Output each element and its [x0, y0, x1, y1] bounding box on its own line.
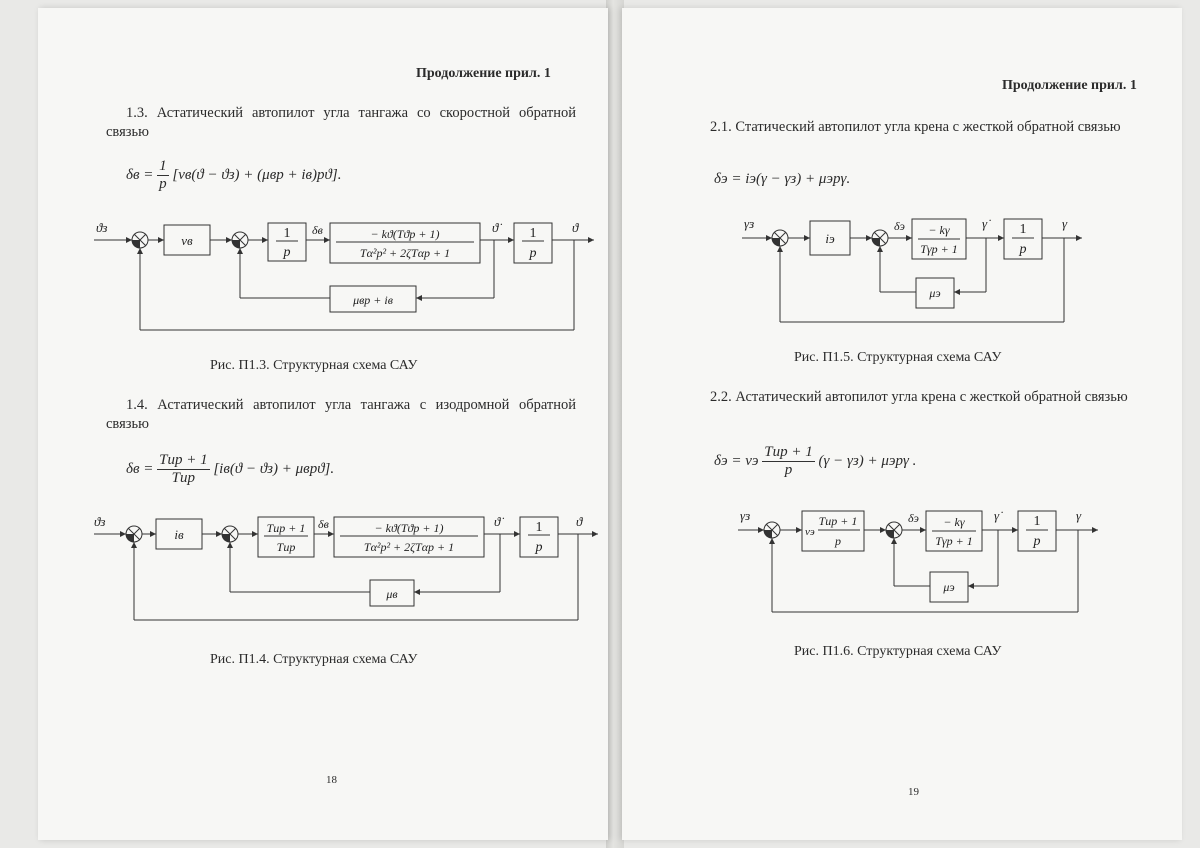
isodromic-num: Tиp + 1: [266, 521, 306, 535]
integrator-den: p: [1033, 534, 1041, 549]
fraction-denominator: p: [784, 462, 793, 478]
page-number: 19: [908, 786, 919, 798]
feedback-label: μэ: [943, 580, 955, 594]
plant-den: Tγp + 1: [920, 242, 958, 256]
gain-prefix-label: νэ: [805, 526, 815, 538]
formula-rhs: [iв(ϑ − ϑз) + μвpϑ].: [213, 460, 335, 477]
formula-fraction: [762, 444, 814, 479]
formula-lhs: δэ = νэ: [714, 452, 759, 469]
rate-label: ϑ̇: [492, 220, 499, 235]
figure-caption-2-2: Рис. П1.6. Структурная схема САУ: [794, 644, 1002, 659]
delta-label: δэ: [894, 219, 905, 233]
section-1-4-text: 1.4. Астатический автопилот угла тангажа с изодромной обратной связью: [106, 397, 576, 432]
feedback-label: μвp + iв: [353, 293, 393, 307]
isodromic-den: Tиp: [276, 540, 296, 554]
output-label: γ: [1076, 508, 1082, 523]
delta-label: δэ: [908, 511, 919, 525]
fraction-numerator: 1: [159, 158, 167, 174]
formula-fraction: [157, 158, 169, 193]
formula-1-3: [126, 158, 341, 193]
input-label: γз: [744, 216, 755, 231]
delta-label: δв: [312, 223, 323, 237]
formula-lhs: δв =: [126, 460, 154, 477]
integrator-num: 1: [1033, 514, 1041, 529]
output-integrator-den: p: [529, 246, 537, 261]
rate-label: ϑ̇: [494, 514, 501, 529]
input-label: ϑз: [96, 220, 108, 235]
delta-label: δв: [318, 517, 329, 531]
page-header: Продолжение прил. 1: [416, 66, 551, 81]
integrator-den: p: [1019, 242, 1027, 257]
plant-num: − kϑ(Tϑp + 1): [374, 521, 444, 535]
page-number: 18: [326, 774, 337, 786]
fraction-denominator: p: [159, 176, 167, 192]
fraction-numerator: Tиp + 1: [159, 452, 208, 468]
formula-rhs: [νв(ϑ − ϑз) + (μвp + iв)pϑ].: [172, 166, 342, 183]
formula-lhs: δв =: [126, 166, 154, 183]
output-label: ϑ: [572, 220, 579, 235]
output-label: γ: [1062, 216, 1068, 231]
plant-num: − kϑ(Tϑp + 1): [370, 227, 440, 241]
formula-2-1: δэ = iэ(γ − γз) + μэpγ.: [714, 171, 851, 187]
block-diagram-2-2: [738, 506, 1108, 618]
input-label: γз: [740, 508, 751, 523]
gain-label: iв: [174, 527, 184, 542]
block-diagram-2-1: [742, 212, 1092, 327]
block-diagram-1-4: [94, 512, 604, 627]
integrator-num: 1: [1019, 222, 1027, 237]
gain-label: νв: [181, 233, 193, 248]
feedback-label: μв: [386, 587, 398, 601]
output-integrator-den: p: [535, 540, 543, 555]
figure-caption-2-1: Рис. П1.5. Структурная схема САУ: [794, 350, 1002, 365]
formula-2-2: [714, 444, 916, 479]
formula-fraction: [157, 452, 209, 487]
fraction-denominator: Tиp: [171, 470, 196, 486]
plant-num: − kγ: [928, 223, 950, 237]
plant-den: Tα²p² + 2ζTαp + 1: [359, 246, 451, 260]
isodromic-num: Tиp + 1: [818, 514, 858, 528]
rate-label: γ̇: [994, 508, 1000, 523]
feedback-label: μэ: [929, 286, 941, 300]
formula-rhs: (γ − γз) + μэpγ .: [818, 452, 917, 469]
output-label: ϑ: [576, 514, 583, 529]
figure-caption-1-3: Рис. П1.3. Структурная схема САУ: [210, 358, 418, 373]
right-page: [622, 8, 1182, 840]
section-2-2-text: 2.2. Астатический автопилот угла крена с жесткой обратной связью: [710, 389, 1128, 405]
fraction-numerator: Tиp + 1: [764, 444, 813, 460]
page-header: Продолжение прил. 1: [1002, 78, 1137, 93]
section-2-1-text: 2.1. Статический автопилот угла крена с жесткой обратной связью: [710, 119, 1121, 135]
isodromic-den: p: [835, 534, 841, 548]
plant-num: − kγ: [943, 515, 965, 529]
plant-den: Tα²p² + 2ζTαp + 1: [363, 540, 455, 554]
block-diagram-1-3: [94, 218, 604, 338]
section-1-3-text: 1.3. Астатический автопилот угла тангажа со скоростной обратной связью: [106, 105, 576, 140]
formula-1-4: [126, 452, 334, 487]
gain-label: iэ: [825, 231, 835, 246]
integrator-den: p: [283, 245, 291, 260]
left-page: [38, 8, 608, 840]
output-integrator-num: 1: [535, 520, 543, 535]
figure-caption-1-4: Рис. П1.4. Структурная схема САУ: [210, 652, 418, 667]
integrator-num: 1: [283, 226, 291, 241]
input-label: ϑз: [94, 514, 106, 529]
rate-label: γ̇: [982, 216, 988, 231]
plant-den: Tγp + 1: [935, 534, 973, 548]
output-integrator-num: 1: [529, 226, 537, 241]
